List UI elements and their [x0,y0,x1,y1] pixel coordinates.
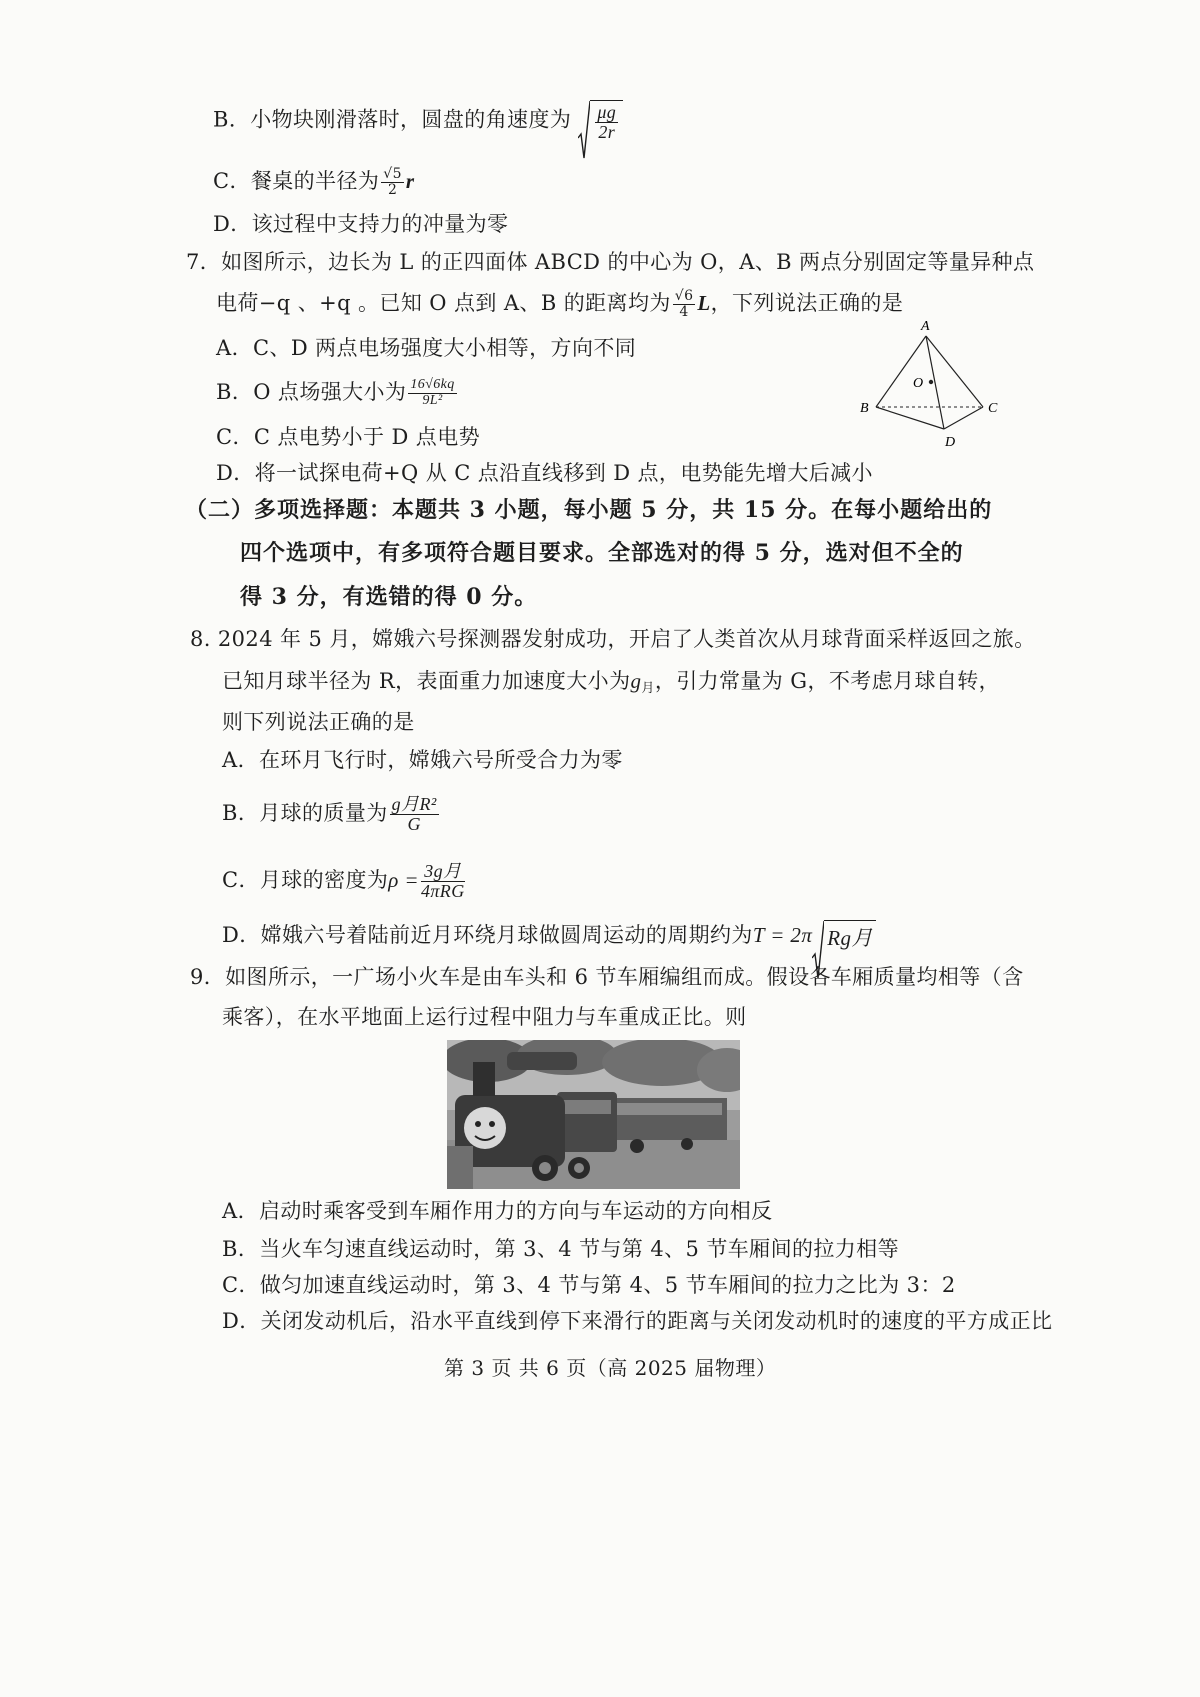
q8-stem-line3: 则下列说法正确的是 [222,710,415,734]
center-point-o [929,380,933,384]
edge-ad [926,336,944,429]
q8-option-b [222,795,441,834]
q8-option-c [222,862,467,901]
train-photo [447,1040,740,1189]
q8-option-d-radicand: Rg月 [824,920,876,953]
vertex-label-a: A [921,319,930,334]
q6-option-b [213,100,623,142]
q6-option-c-text: C．餐桌的半径为 [213,169,380,193]
q8-gravity-symbol: g [630,669,642,693]
vertex-label-d: D [945,435,956,450]
q6-option-b-denominator: 2r [598,121,616,142]
q6-option-d: D．该过程中支持力的冲量为零 [213,212,509,236]
q7-option-b-numerator: 16√6kq [410,377,455,393]
section2-heading-line1: （二）多项选择题：本题共 3 小题，每小题 5 分，共 15 分。在每小题给出的 [185,497,993,523]
edge-ac [926,336,983,407]
q9-option-c: C．做匀加速直线运动时，第 3、4 节与第 4、5 节车厢间的拉力之比为 3：2 [222,1273,956,1297]
q7-option-a: A．C、D 两点电场强度大小相等，方向不同 [216,336,637,360]
q7-option-b-text: B．O 点场强大小为 [216,380,407,404]
q9-stem-line2: 乘客），在水平地面上运行过程中阻力与车重成正比。则 [222,1005,747,1029]
q6-option-c [213,166,415,198]
q6-option-b-numerator: μg [597,102,617,122]
q6-option-c-variable: r [405,169,415,193]
q7-option-b [216,377,459,409]
edge-cd [944,407,983,429]
q8-option-d-text: D．嫦娥六号着陆前近月环绕月球做圆周运动的周期约为 [222,923,753,947]
q7-distance-numerator: √6 [674,288,694,305]
q7-option-d: D．将一试探电荷+Q 从 C 点沿直线移到 D 点，电势能先增大后减小 [216,461,873,485]
q8-gravity-subscript: 月 [641,681,655,696]
q8-stem-line2-text: 已知月球半径为 R，表面重力加速度大小为 [222,669,631,693]
tetrahedron-diagram [858,318,1008,453]
q9-stem-line1: 9．如图所示，一广场小火车是由车头和 6 节车厢编组而成。假设各车厢质量均相等（含 [190,965,1024,989]
q6-option-c-numerator: √5 [383,166,402,183]
q8-option-c-denominator: 4πRG [420,880,465,901]
q6-option-c-denominator: 2 [387,182,398,198]
vertex-label-c: C [988,401,998,416]
section2-heading-line2: 四个选项中，有多项符合题目要求。全部选对的得 5 分，选对但不全的 [240,540,964,566]
q8-stem-line2 [222,666,1000,704]
edge-ab [876,336,926,407]
vertex-label-b: B [860,401,869,416]
q9-option-d: D．关闭发动机后，沿水平直线到停下来滑行的距离与关闭发动机时的速度的平方成正比 [222,1309,1053,1333]
q8-stem-line2-tail: ，引力常量为 G，不考虑月球自转， [654,669,1001,693]
q7-stem-line1: 7．如图所示，边长为 L 的正四面体 ABCD 的中心为 O，A、B 两点分别固定等量异种点 [186,250,1035,274]
page-footer: 第 3 页 共 6 页（高 2025 届物理） [444,1356,777,1380]
q8-option-d-sqrt [812,920,876,953]
q7-stem-line2-text: 电荷−q 、+q 。已知 O 点到 A、B 的距离均为 [216,291,671,315]
q7-distance-denominator: 4 [679,304,689,320]
q8-option-c-numerator: 3g月 [421,862,465,882]
section2-heading-line3: 得 3 分，有选错的得 0 分。 [240,584,538,610]
q8-option-c-rho: ρ = [388,867,419,892]
q8-option-b-text: B．月球的质量为 [222,800,388,825]
q7-stem-line2 [216,288,903,320]
q8-option-a: A．在环月飞行时，嫦娥六号所受合力为零 [222,748,623,772]
edge-bd [876,407,944,429]
q7-option-c: C．C 点电势小于 D 点电势 [216,425,480,449]
q8-option-d [222,920,876,953]
q8-option-b-numerator: g月R² [391,794,437,814]
q9-option-a: A．启动时乘客受到车厢作用力的方向与车运动的方向相反 [222,1199,773,1223]
q8-option-d-formula: T = 2π [752,923,813,947]
q9-option-b: B．当火车匀速直线运动时，第 3、4 节与第 4、5 节车厢间的拉力相等 [222,1237,899,1261]
q7-option-b-denominator: 9L² [422,393,443,408]
q7-distance-variable: L [697,291,711,315]
q6-option-b-text: B．小物块刚滑落时，圆盘的角速度为 [213,107,572,132]
q8-option-b-denominator: G [407,813,421,834]
q8-option-c-text: C．月球的密度为 [222,867,389,892]
q8-stem-line1: 8. 2024 年 5 月，嫦娥六号探测器发射成功，开启了人类首次从月球背面采样返回之旅。 [190,627,1036,651]
q6-option-b-sqrt [578,100,623,142]
center-label-o: O [913,376,924,391]
q7-stem-line2-tail: ，下列说法正确的是 [710,291,904,315]
